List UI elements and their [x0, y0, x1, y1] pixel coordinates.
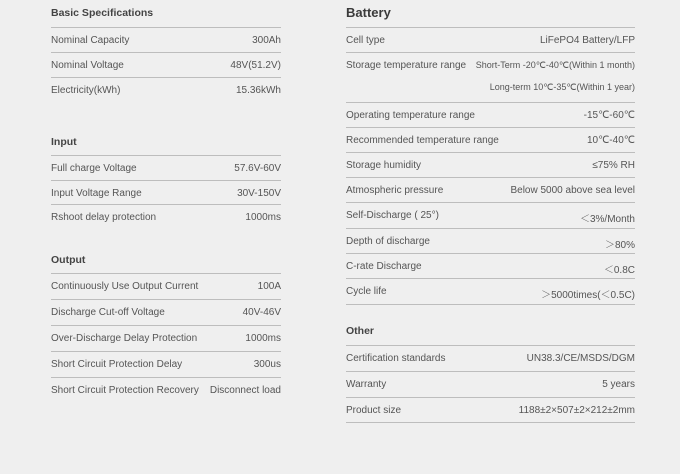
- spec-value: -15℃-60℃: [583, 110, 635, 121]
- spec-label: Short Circuit Protection Delay: [51, 359, 183, 370]
- spec-label: Cell type: [346, 35, 385, 46]
- spec-label: Depth of discharge: [346, 236, 430, 247]
- spec-row: [51, 155, 281, 181]
- spec-value: ＞80%: [604, 240, 635, 251]
- divider: [346, 422, 635, 423]
- spec-row: [346, 253, 635, 279]
- spec-label: Recommended temperature range: [346, 135, 499, 146]
- spec-row: [51, 180, 281, 206]
- spec-row: [51, 377, 281, 403]
- spec-row: [346, 202, 635, 228]
- spec-value: 100A: [257, 281, 281, 292]
- spec-label: Short Circuit Protection Recovery: [51, 385, 199, 396]
- spec-row: [346, 371, 635, 397]
- spec-row: [51, 204, 281, 230]
- spec-value: 300Ah: [252, 35, 281, 46]
- spec-row: [51, 299, 281, 325]
- spec-row: [346, 127, 635, 153]
- spec-label: Discharge Cut-off Voltage: [51, 307, 165, 318]
- spec-row: [51, 273, 281, 299]
- spec-label: Warranty: [346, 379, 387, 390]
- section-title-other: Other: [346, 325, 375, 337]
- spec-value: 1000ms: [245, 212, 281, 223]
- spec-row: [51, 77, 281, 103]
- section-title-basic: Basic Specifications: [51, 7, 154, 19]
- spec-row-storage-temp: [346, 52, 635, 99]
- spec-label: Input Voltage Range: [51, 188, 142, 199]
- spec-row: [51, 27, 281, 53]
- spec-label: Storage temperature range: [346, 60, 467, 71]
- spec-value: 40V-46V: [242, 307, 281, 318]
- spec-label: Self-Discharge ( 25°): [346, 210, 439, 221]
- spec-value: Below 5000 above sea level: [510, 185, 635, 196]
- spec-value: 15.36kWh: [235, 85, 281, 96]
- spec-value: 57.6V-60V: [234, 163, 281, 174]
- spec-label: Cycle life: [346, 286, 387, 297]
- spec-row: [51, 351, 281, 377]
- spec-label: Nominal Voltage: [51, 60, 124, 71]
- spec-row: [346, 102, 635, 128]
- spec-row: [346, 152, 635, 178]
- spec-row: [346, 278, 635, 304]
- spec-value-long-term: Long-term 10℃-35℃(Within 1 year): [489, 82, 635, 92]
- spec-row: [346, 228, 635, 254]
- spec-value: LiFePO4 Battery/LFP: [539, 35, 635, 46]
- spec-value: 300us: [253, 359, 281, 370]
- divider: [346, 304, 635, 305]
- spec-label: Product size: [346, 405, 402, 416]
- spec-value: ＜3%/Month: [579, 214, 635, 225]
- spec-row: [51, 52, 281, 78]
- spec-label: Storage humidity: [346, 160, 422, 171]
- spec-label: Continuously Use Output Current: [51, 281, 199, 292]
- spec-label: Over-Discharge Delay Protection: [51, 333, 198, 344]
- spec-label: Operating temperature range: [346, 110, 475, 121]
- spec-label: Atmospheric pressure: [346, 185, 444, 196]
- spec-value: ≤75% RH: [592, 160, 635, 171]
- spec-label: Certification standards: [346, 353, 446, 364]
- spec-label: Full charge Voltage: [51, 163, 137, 174]
- spec-value: 5 years: [602, 379, 635, 390]
- spec-value: 1188±2×507±2×212±2mm: [518, 405, 635, 416]
- spec-value: 30V-150V: [237, 188, 281, 199]
- spec-label: Electricity(kWh): [51, 85, 121, 96]
- spec-row: [51, 325, 281, 351]
- spec-row: [346, 177, 635, 203]
- spec-row: [346, 397, 635, 423]
- spec-row: [346, 345, 635, 371]
- spec-label: Rshoot delay protection: [51, 212, 157, 223]
- spec-value: 1000ms: [245, 333, 281, 344]
- spec-value: ＜0.8C: [603, 265, 635, 276]
- spec-value: UN38.3/CE/MSDS/DGM: [526, 353, 635, 364]
- section-title-battery: Battery: [346, 5, 391, 20]
- spec-row: [346, 27, 635, 53]
- spec-value: ＞5000times(＜0.5C): [541, 290, 635, 301]
- spec-value: Disconnect load: [209, 385, 281, 396]
- spec-value: 10℃-40℃: [586, 135, 635, 146]
- section-title-output: Output: [51, 254, 86, 266]
- spec-value-short-term: Short-Term -20℃-40℃(Within 1 month): [475, 60, 635, 70]
- spec-label: Nominal Capacity: [51, 35, 130, 46]
- spec-label: C-rate Discharge: [346, 261, 422, 272]
- section-title-input: Input: [51, 136, 77, 148]
- spec-value: 48V(51.2V): [230, 60, 281, 71]
